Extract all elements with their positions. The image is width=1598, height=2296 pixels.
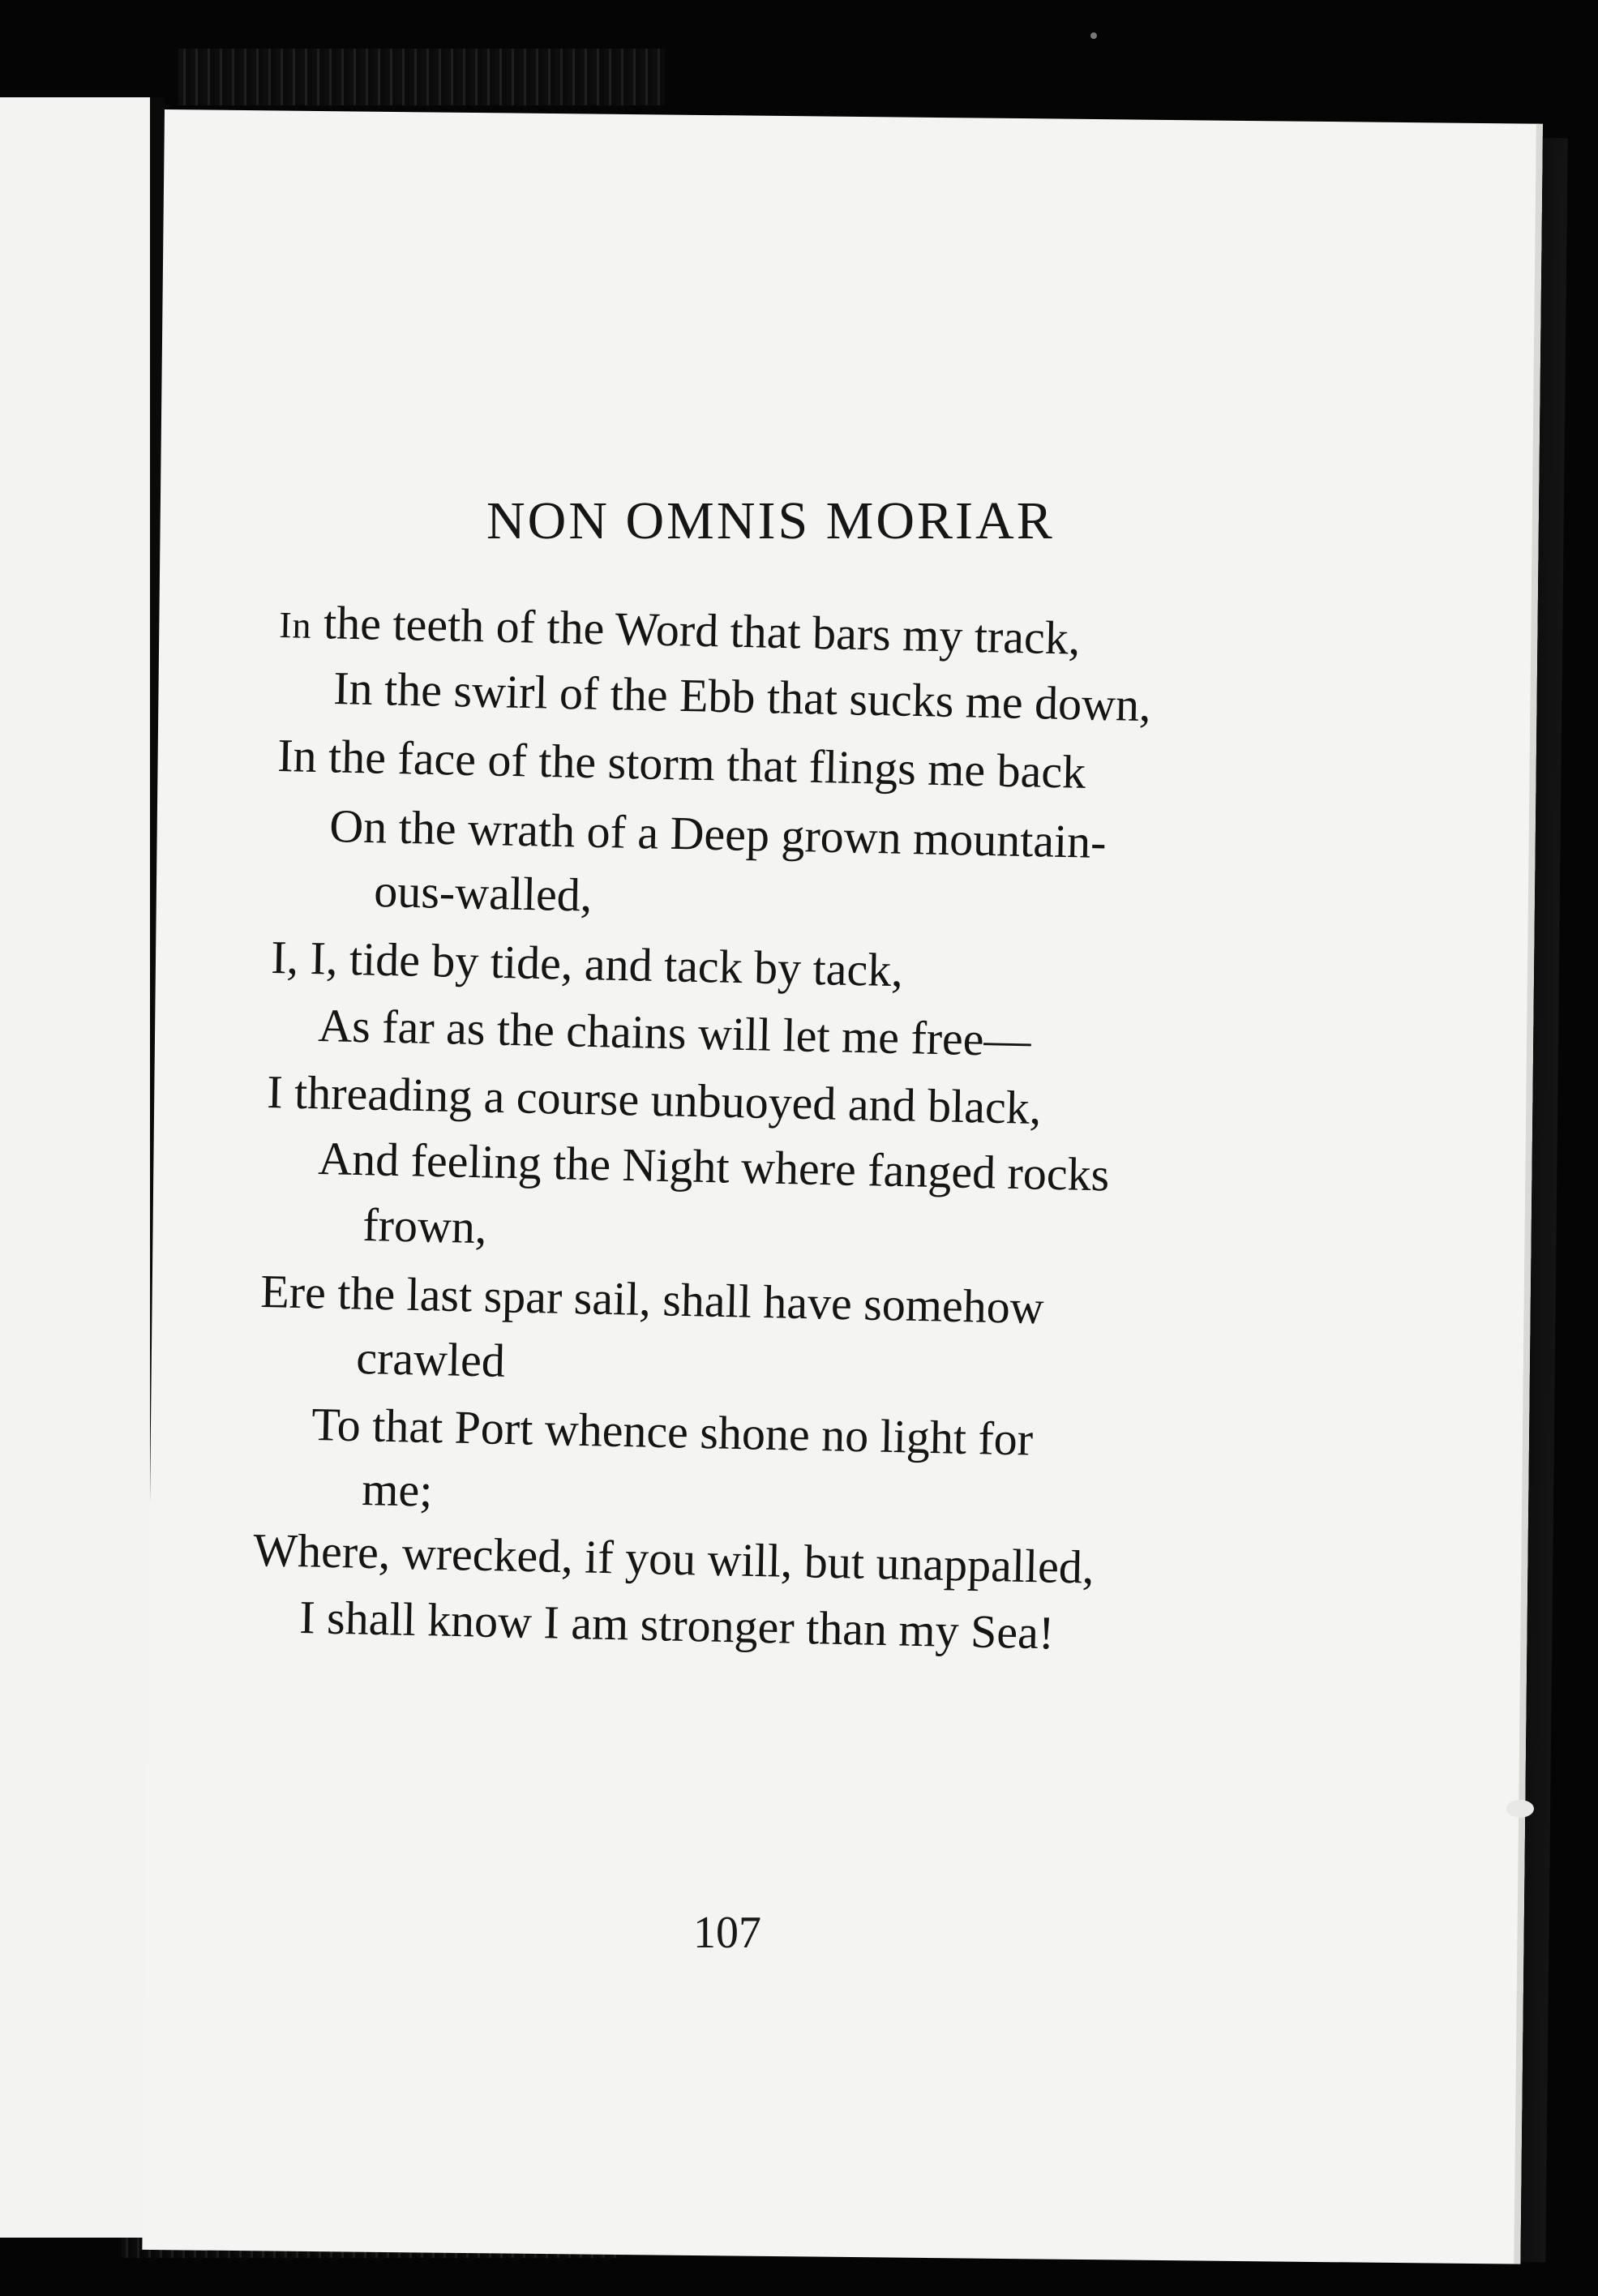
poem-line-text: the teeth of the Word that bars my track,: [311, 595, 1081, 665]
poem-line: As far as the chains will let me free—: [317, 999, 1032, 1067]
poem-line: On the wrath of a Deep grown mountain-: [328, 799, 1107, 869]
poem-line: In the swirl of the Ebb that sucks me down,: [332, 662, 1152, 732]
poem-line: ous-walled,: [373, 864, 593, 922]
poem-line: [278, 595, 1081, 665]
poem-line: me;: [361, 1463, 434, 1517]
poem-title: NON OMNIS MORIAR: [486, 491, 1055, 550]
poem-line: Where, wrecked, if you will, but unappalled,: [252, 1523, 1095, 1594]
poem-line: [270, 931, 904, 997]
poem-line-initial: In: [278, 603, 313, 646]
poem-line: To that Port whence shone no light for: [311, 1398, 1034, 1466]
poem-line: frown,: [362, 1198, 488, 1254]
poem-line: Ere the last spar sail, shall have somehow: [259, 1265, 1045, 1334]
page-number: 107: [693, 1908, 761, 1958]
poem-line: I shall know I am stronger than my Sea!: [298, 1591, 1055, 1660]
poem-line: And feeling the Night where fanged rocks: [317, 1132, 1110, 1202]
poem-line: In the face of the storm that flings me back: [276, 729, 1086, 799]
poem-line-text: I, I, tide by tide, and tack by tack,: [270, 931, 904, 997]
poem-line: I threading a course unbuoyed and black,: [266, 1065, 1042, 1134]
poem-line: crawled: [355, 1331, 506, 1387]
